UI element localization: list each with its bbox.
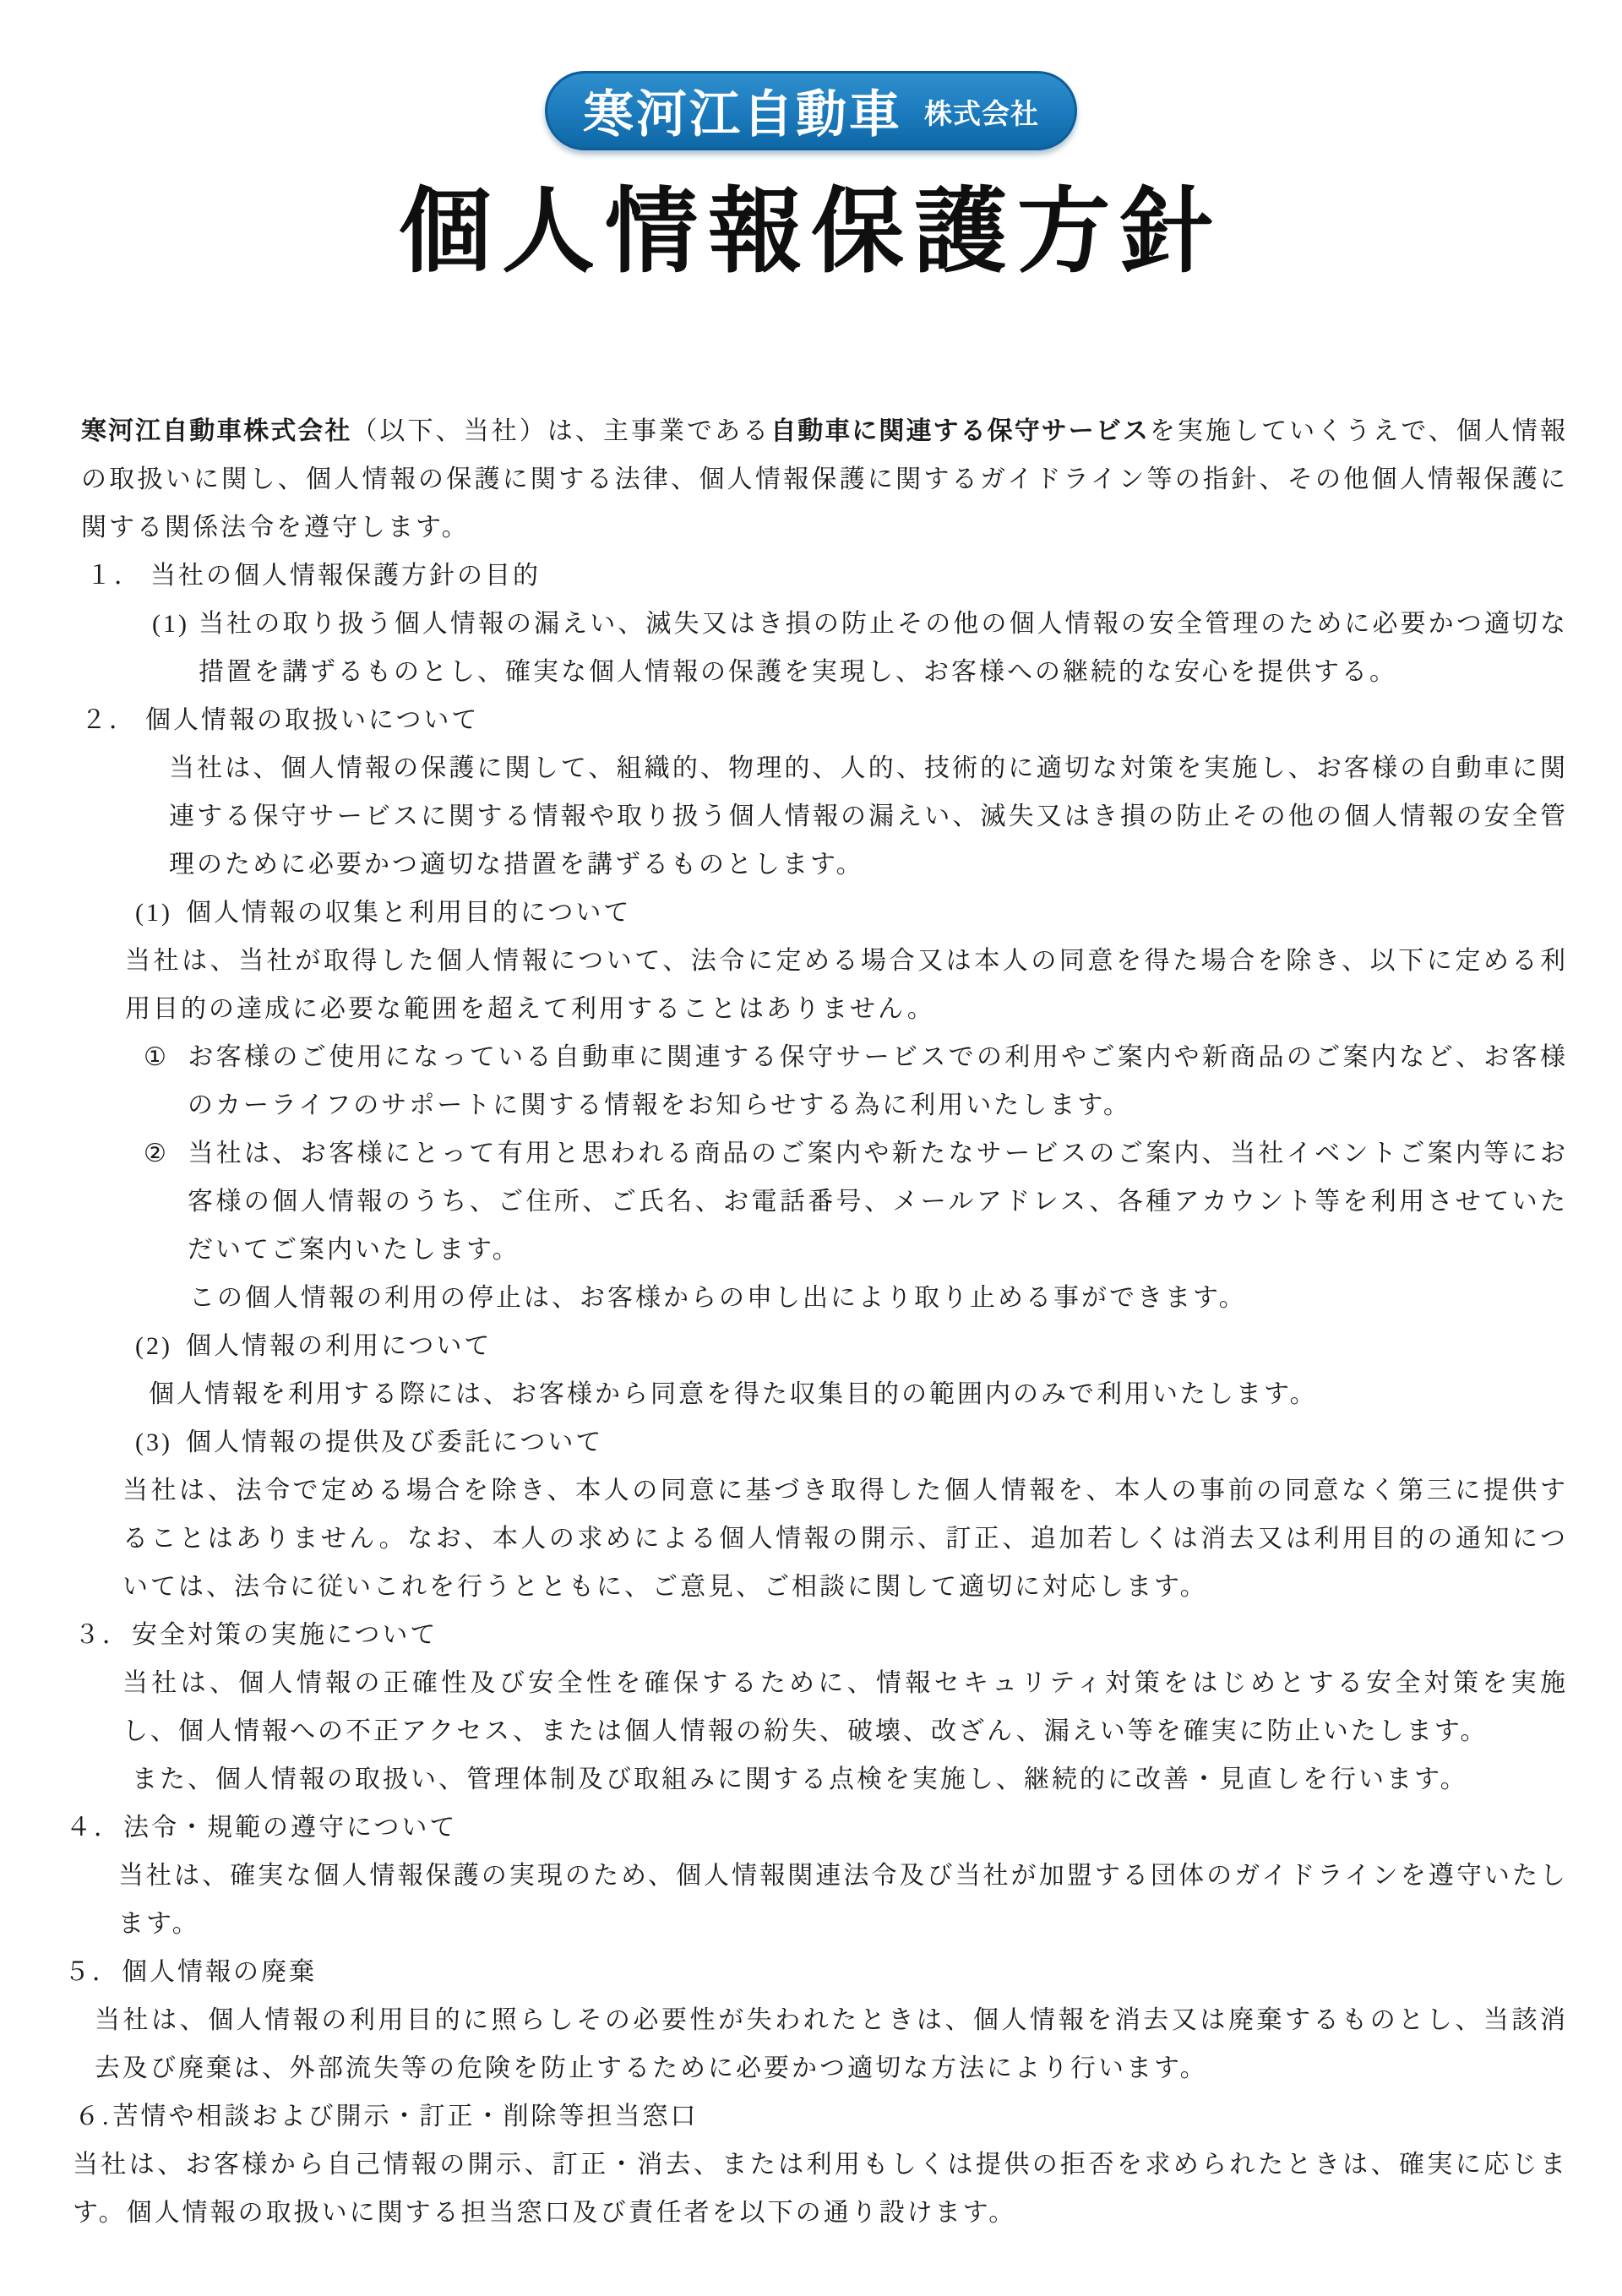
section5-body: 当社は、個人情報の利用目的に照らしその必要性が失われたときは、個人情報を消去又は廃棄するものとし、当該消去及び廃棄は、外部流失等の危険を防止するために必要かつ適切な方法により行います。	[95, 2006, 1568, 2082]
section3-heading	[0, 1611, 1622, 1659]
section5-heading	[0, 1948, 1622, 1996]
section2-title: 個人情報の取扱いについて	[145, 706, 480, 734]
section2-sub1-label: (1)	[135, 899, 172, 927]
intro-segment: （以下、当社）は、主事業である	[351, 417, 771, 445]
section3-body2: また、個人情報の取扱い、管理体制及び取組みに関する点検を実施し、継続的に改善・見直しを行います。	[132, 1766, 1468, 1793]
section1-title: 当社の個人情報保護方針の目的	[150, 562, 541, 590]
section2-sub2-heading	[0, 1322, 1622, 1370]
section4-number: ４．	[66, 1814, 122, 1842]
section2-heading	[0, 696, 1622, 744]
circled-two-label: ②	[144, 1140, 169, 1167]
section5-title: 個人情報の廃棄	[122, 1958, 317, 1986]
section2-sub1-title: 個人情報の収集と利用目的について	[185, 899, 632, 927]
section2-sub1-item2	[0, 1129, 1622, 1274]
document-body	[0, 407, 1622, 2237]
section2-sub1-item1-text: お客様のご使用になっている自動車に関連する保守サービスでの利用やご案内や新商品のご案内など、お客様のカーライフのサポートに関する情報をお知らせする為に利用いたします。	[188, 1043, 1568, 1119]
section2-sub3-label: (3)	[135, 1428, 172, 1456]
section6-body: 当社は、お客様から自己情報の開示、訂正・消去、または利用もしくは提供の拒否を求められたときは、確実に応じます。個人情報の取扱いに関する担当窓口及び責任者を以下の通り設けます。	[73, 2151, 1568, 2227]
section4-body: 当社は、確実な個人情報保護の実現のため、個人情報関連法令及び当社が加盟する団体のガイドラインを遵守いたします。	[118, 1862, 1568, 1938]
intro-paragraph	[0, 407, 1622, 552]
company-logo-suffix: 株式会社	[924, 97, 1039, 129]
section2-sub3-body: 当社は、法令で定める場合を除き、本人の同意に基づき取得した個人情報を、本人の事前の同意なく第三に提供することはありません。なお、本人の求めによる個人情報の開示、訂正、追加若しくは消去又は利用目的の通知については、法令に従いこれを行うとともに、ご意見、ご相談に関して適切に対応します。	[122, 1477, 1568, 1601]
section4-title: 法令・規範の遵守について	[123, 1814, 458, 1842]
intro-company-name: 寒河江自動車株式会社	[81, 417, 352, 445]
section4-heading	[0, 1804, 1622, 1852]
section2-body: 当社は、個人情報の保護に関して、組織的、物理的、人的、技術的に適切な対策を実施し、お客様の自動車に関連する保守サービスに関する情報や取り扱う個人情報の漏えい、滅失又はき損の防止その他の個人情報の安全管理のために必要かつ適切な措置を講ずるものとします。	[169, 754, 1568, 879]
section1-number: １．	[86, 562, 142, 590]
section2-sub3-title: 個人情報の提供及び委託について	[185, 1428, 604, 1456]
section2-sub2-label: (2)	[135, 1332, 172, 1360]
circled-one-label: ①	[144, 1043, 169, 1071]
section2-sub1-body: 当社は、当社が取得した個人情報について、法令に定める場合又は本人の同意を得た場合を除き、以下に定める利用目的の達成に必要な範囲を超えて利用することはありません。	[125, 947, 1568, 1023]
section2-sub1-heading	[0, 889, 1622, 937]
section2-sub1-item2-text: 当社は、お客様にとって有用と思われる商品のご案内や新たなサービスのご案内、当社イベントご案内等にお客様の個人情報のうち、ご住所、ご氏名、お電話番号、メールアドレス、各種アカウント等を利用させていただいてご案内いたします。	[188, 1140, 1568, 1264]
section3-number: ３．	[74, 1621, 130, 1649]
section6-heading	[0, 2092, 1622, 2141]
section1-item1-label: (1)	[152, 610, 189, 638]
section1-heading	[0, 552, 1622, 600]
section2-sub2-body: 個人情報を利用する際には、お客様から同意を得た収集目的の範囲内のみで利用いたします。	[149, 1380, 1318, 1408]
section2-sub1-note: この個人情報の利用の停止は、お客様からの申し出により取り止める事ができます。	[189, 1284, 1247, 1312]
document-title: 個人情報保護方針	[399, 177, 1223, 286]
section6-number: ６.	[74, 2103, 112, 2130]
section1-item1	[0, 600, 1622, 696]
section6-title: 苦情や相談および開示・訂正・削除等担当窓口	[112, 2103, 699, 2130]
section3-body1: 当社は、個人情報の正確性及び安全性を確保するために、情報セキュリティ対策をはじめとする安全対策を実施し、個人情報への不正アクセス、または個人情報の紛失、破壊、改ざん、漏えい等を確実に防止いたします。	[122, 1669, 1568, 1745]
section2-sub3-heading	[0, 1418, 1622, 1466]
section2-number: ２．	[81, 706, 137, 734]
section5-number: ５．	[64, 1958, 120, 1986]
section2-sub2-title: 個人情報の利用について	[185, 1332, 493, 1360]
intro-segment: を実施していくうえで、個人情報の取扱いに関し、個人情報の保護に関する法律、個人情報保護に関するガイドライン等の指針、その他個人情報保護に関する関係法令を遵守します。	[81, 417, 1569, 541]
section3-title: 安全対策の実施について	[132, 1621, 438, 1649]
section2-sub1-item1	[0, 1033, 1622, 1129]
company-logo-name: 寒河江自動車	[583, 86, 902, 143]
intro-service-name: 自動車に関連する保守サービス	[770, 417, 1150, 445]
company-logo	[545, 71, 1077, 150]
section1-item1-text: 当社の取り扱う個人情報の漏えい、滅失又はき損の防止その他の個人情報の安全管理のために必要かつ適切な措置を講ずるものとし、確実な個人情報の保護を実現し、お客様への継続的な安心を提供する。	[199, 610, 1568, 686]
